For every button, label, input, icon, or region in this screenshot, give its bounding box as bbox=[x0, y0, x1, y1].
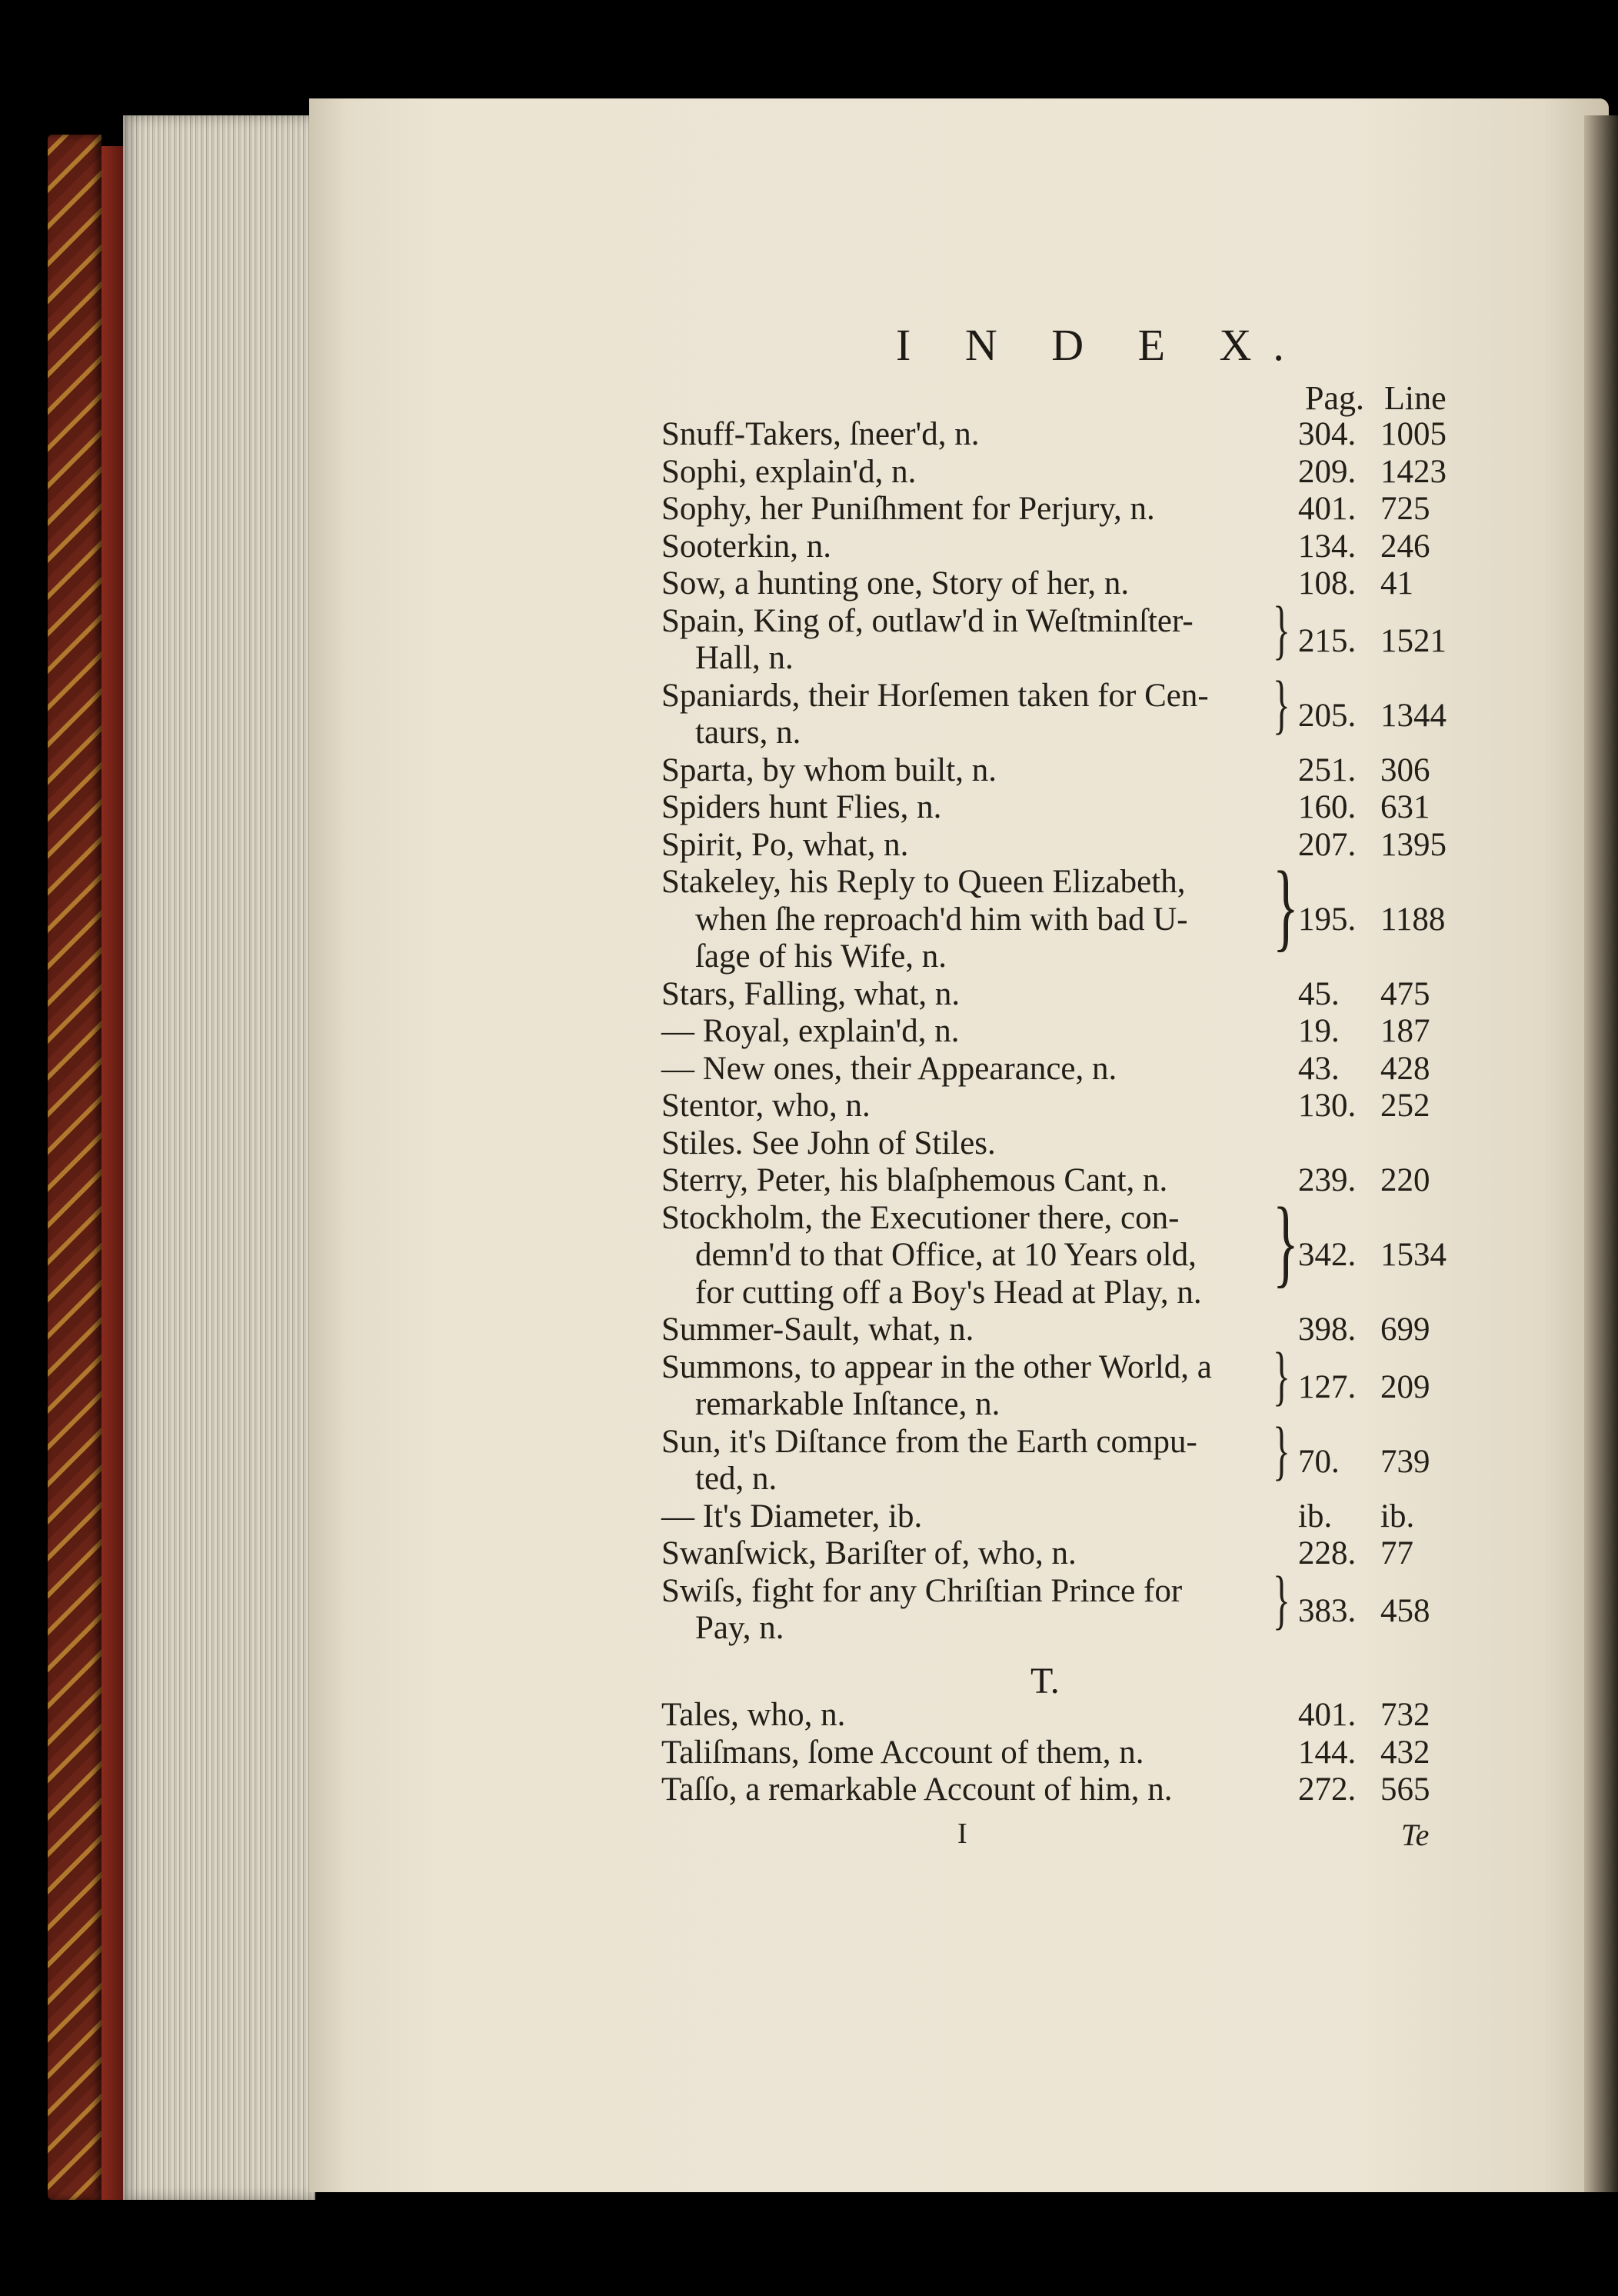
line-number: 458 bbox=[1380, 1593, 1430, 1630]
page-number: 401. bbox=[1298, 1697, 1357, 1733]
page-number: 215. bbox=[1298, 623, 1357, 660]
line-number: 432 bbox=[1380, 1734, 1430, 1771]
line-number: 732 bbox=[1380, 1697, 1430, 1733]
page-number: 43. bbox=[1298, 1050, 1340, 1087]
entry-text: Snuff-Takers, ſneer'd, n. bbox=[661, 416, 980, 452]
entry-text: Hall, n. bbox=[695, 640, 794, 676]
line-number: 739 bbox=[1380, 1444, 1430, 1481]
brace: } bbox=[1273, 1187, 1299, 1297]
catchword: Te bbox=[1401, 1818, 1430, 1852]
line-number: 77 bbox=[1380, 1535, 1413, 1571]
line-number: 725 bbox=[1380, 491, 1430, 527]
entry-text: Spain, King of, outlaw'd in Weſtminſter- bbox=[661, 602, 1194, 639]
line-number: ib. bbox=[1380, 1498, 1415, 1535]
page-number: 144. bbox=[1298, 1734, 1357, 1771]
entry-text: Stars, Falling, what, n. bbox=[661, 975, 960, 1012]
entry-text: ſage of his Wife, n. bbox=[695, 938, 947, 975]
entry-text: Swiſs, fight for any Chriſtian Prince for bbox=[661, 1572, 1183, 1609]
brace: } bbox=[1273, 591, 1290, 666]
entry-text: Taliſmans, ſome Account of them, n. bbox=[661, 1734, 1144, 1771]
page-number: 134. bbox=[1298, 528, 1357, 565]
entry-text: Summons, to appear in the other World, a bbox=[661, 1348, 1212, 1385]
entry-text: Stiles. See John of Stiles. bbox=[661, 1125, 996, 1161]
line-number: 699 bbox=[1380, 1311, 1430, 1348]
entry-text: Sooterkin, n. bbox=[661, 528, 831, 565]
line-number: 475 bbox=[1380, 975, 1430, 1012]
line-number: 187 bbox=[1380, 1013, 1430, 1049]
page-number: 205. bbox=[1298, 698, 1357, 735]
entry-text: — New ones, their Appearance, n. bbox=[661, 1050, 1117, 1087]
page-number: 239. bbox=[1298, 1162, 1357, 1198]
page-number: 342. bbox=[1298, 1237, 1357, 1273]
column-header-page: Pag. bbox=[1305, 379, 1364, 417]
page-title: I N D E X. bbox=[896, 320, 1306, 370]
entry-text: Tales, who, n. bbox=[661, 1697, 846, 1733]
page-number: 383. bbox=[1298, 1593, 1357, 1630]
line-number: 1534 bbox=[1380, 1237, 1447, 1273]
section-letter: T. bbox=[1030, 1661, 1060, 1701]
page-number: 209. bbox=[1298, 453, 1357, 490]
entry-text: Spaniards, their Horſemen taken for Cen- bbox=[661, 677, 1209, 714]
entry-text: Pay, n. bbox=[695, 1610, 784, 1646]
entry-text: — Royal, explain'd, n. bbox=[661, 1013, 960, 1049]
line-number: 428 bbox=[1380, 1050, 1430, 1087]
entry-text: remarkable Inſtance, n. bbox=[695, 1386, 1000, 1422]
brace: } bbox=[1273, 666, 1290, 741]
entry-text: taurs, n. bbox=[695, 715, 801, 751]
entry-text: Sophy, her Puniſhment for Perjury, n. bbox=[661, 491, 1155, 527]
brace: } bbox=[1273, 1412, 1290, 1487]
line-number: 1005 bbox=[1380, 416, 1447, 452]
spine-edge bbox=[102, 146, 125, 2200]
page-number: 272. bbox=[1298, 1771, 1357, 1808]
page-number: ib. bbox=[1298, 1498, 1333, 1535]
line-number: 565 bbox=[1380, 1771, 1430, 1808]
line-number: 631 bbox=[1380, 789, 1430, 825]
gutter-shadow bbox=[1584, 115, 1618, 2192]
page-number: 251. bbox=[1298, 751, 1357, 788]
line-number: 1521 bbox=[1380, 623, 1447, 660]
entry-text: Stockholm, the Executioner there, con- bbox=[661, 1199, 1180, 1236]
page-number: 195. bbox=[1298, 901, 1357, 938]
line-number: 41 bbox=[1380, 565, 1413, 601]
page-number: 398. bbox=[1298, 1311, 1357, 1348]
line-number: 252 bbox=[1380, 1088, 1430, 1124]
column-header-line: Line bbox=[1384, 379, 1447, 417]
page-number: 304. bbox=[1298, 416, 1357, 452]
page-number: 228. bbox=[1298, 1535, 1357, 1571]
page-number: 207. bbox=[1298, 826, 1357, 863]
line-number: 1395 bbox=[1380, 826, 1447, 863]
entry-text: Stentor, who, n. bbox=[661, 1088, 871, 1124]
line-number: 220 bbox=[1380, 1162, 1430, 1198]
book-spine bbox=[48, 135, 102, 2200]
brace: } bbox=[1273, 851, 1299, 961]
entry-text: Sparta, by whom built, n. bbox=[661, 751, 997, 788]
entry-text: Stakeley, his Reply to Queen Elizabeth, bbox=[661, 864, 1186, 900]
page-number: 45. bbox=[1298, 975, 1340, 1012]
entry-text: Summer-Sault, what, n. bbox=[661, 1311, 974, 1348]
entry-text: when ſhe reproach'd him with bad U- bbox=[695, 901, 1188, 938]
page-number: 130. bbox=[1298, 1088, 1357, 1124]
entry-text: Sun, it's Diſtance from the Earth compu- bbox=[661, 1423, 1197, 1460]
line-number: 1188 bbox=[1380, 901, 1446, 938]
entry-text: Spiders hunt Flies, n. bbox=[661, 789, 942, 825]
page-number: 127. bbox=[1298, 1369, 1357, 1406]
page-number: 401. bbox=[1298, 491, 1357, 527]
signature-mark: I bbox=[957, 1818, 967, 1850]
entry-text: Sterry, Peter, his blaſphemous Cant, n. bbox=[661, 1162, 1168, 1198]
entry-text: Sow, a hunting one, Story of her, n. bbox=[661, 565, 1130, 601]
entry-text: — It's Diameter, ib. bbox=[661, 1498, 923, 1535]
page-number: 160. bbox=[1298, 789, 1357, 825]
line-number: 246 bbox=[1380, 528, 1430, 565]
entry-text: for cutting off a Boy's Head at Play, n. bbox=[695, 1274, 1202, 1311]
line-number: 1344 bbox=[1380, 698, 1447, 735]
line-number: 306 bbox=[1380, 751, 1430, 788]
entry-text: Taſſo, a remarkable Account of him, n. bbox=[661, 1771, 1173, 1808]
page-edges bbox=[123, 115, 315, 2200]
entry-text: demn'd to that Office, at 10 Years old, bbox=[695, 1237, 1197, 1273]
line-number: 209 bbox=[1380, 1369, 1430, 1406]
entry-text: ted, n. bbox=[695, 1461, 777, 1497]
entry-text: Sophi, explain'd, n. bbox=[661, 453, 917, 490]
line-number: 1423 bbox=[1380, 453, 1447, 490]
brace: } bbox=[1273, 1338, 1290, 1412]
page-number: 108. bbox=[1298, 565, 1357, 601]
entry-text: Swanſwick, Bariſter of, who, n. bbox=[661, 1535, 1077, 1571]
page-number: 19. bbox=[1298, 1013, 1340, 1049]
entry-text: Spirit, Po, what, n. bbox=[661, 826, 909, 863]
page-number: 70. bbox=[1298, 1444, 1340, 1481]
brace: } bbox=[1273, 1561, 1290, 1636]
